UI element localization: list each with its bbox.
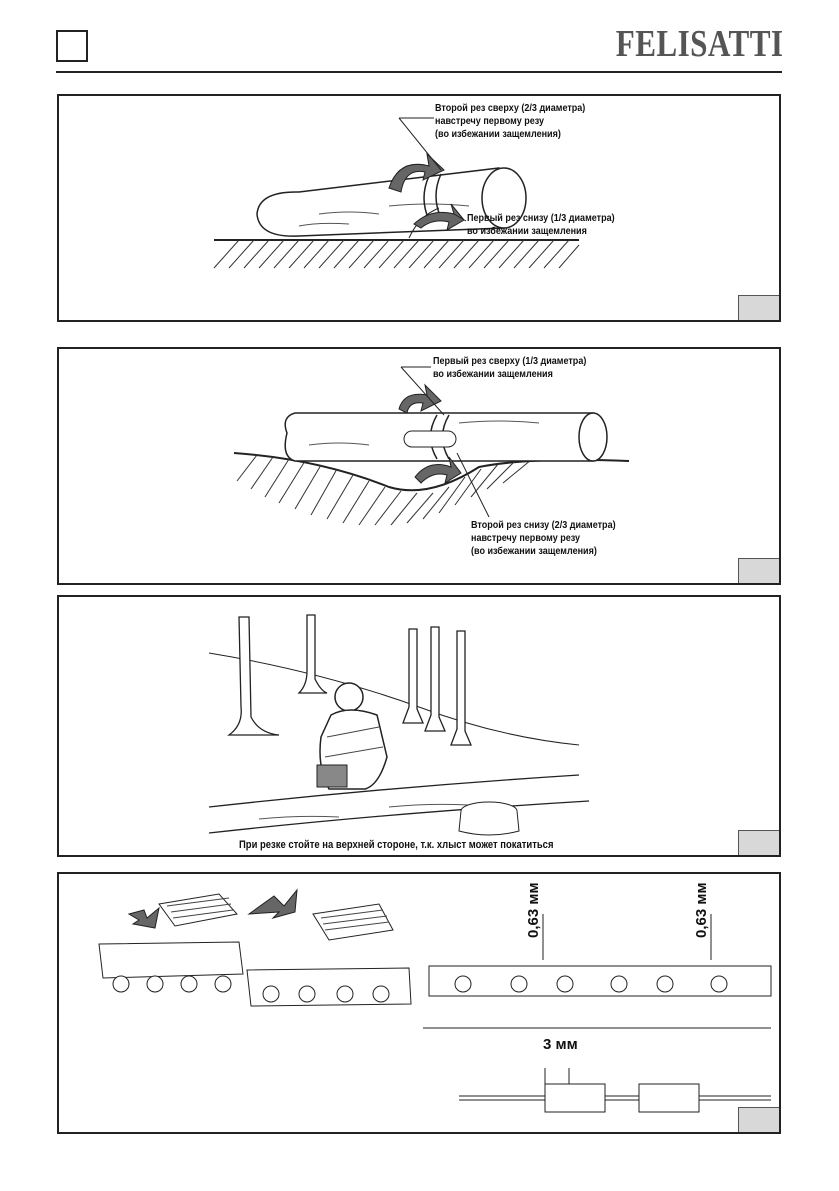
chain-tooth-diagrams [59,874,783,1136]
cut-top-label-line2: навстречу первому резу [435,115,545,127]
depth-gauge-label-right: 0,63 мм [693,882,710,938]
operator-on-slope-illustration [59,597,783,859]
cut-top-label-line3: (во избежании защемления) [435,128,561,140]
cut-bottom-label-line2: во избежании защемления [467,225,587,237]
depth-gauge-label-left: 0,63 мм [525,882,542,938]
cut-bottom-label-line3: (во избежании защемления) [471,545,597,557]
cut-top-label-line1: Первый рез сверху (1/3 диаметра) [433,355,587,367]
header-divider [56,71,782,73]
cut-bottom-label-line2: навстречу первому резу [471,532,581,544]
brand-logo: FELISATTI [615,23,783,65]
cut-bottom-label-line1: Первый рез снизу (1/3 диаметра) [467,212,615,224]
cut-top-label-line1: Второй рез сверху (2/3 диаметра) [435,102,586,114]
panel-log-supported-ends [57,94,781,322]
panel-chain-sharpening [57,872,781,1134]
gap-label: 3 мм [543,1036,578,1053]
figure-number-tab [738,295,779,320]
figure-number-tab [738,558,779,583]
figure-number-tab [738,830,779,855]
page-number-box [56,30,88,62]
figure-number-tab [738,1107,779,1132]
slope-safety-caption: При резке стойте на верхней стороне, т.к. хлыст может покатиться [239,839,554,851]
panel-log-supported-middle [57,347,781,585]
log-cut-illustration-1 [59,96,783,324]
log-cut-illustration-2 [59,349,783,587]
cut-top-label-line2: во избежании защемления [433,368,553,380]
cut-bottom-label-line1: Второй рез снизу (2/3 диаметра) [471,519,616,531]
panel-slope-safety [57,595,781,857]
